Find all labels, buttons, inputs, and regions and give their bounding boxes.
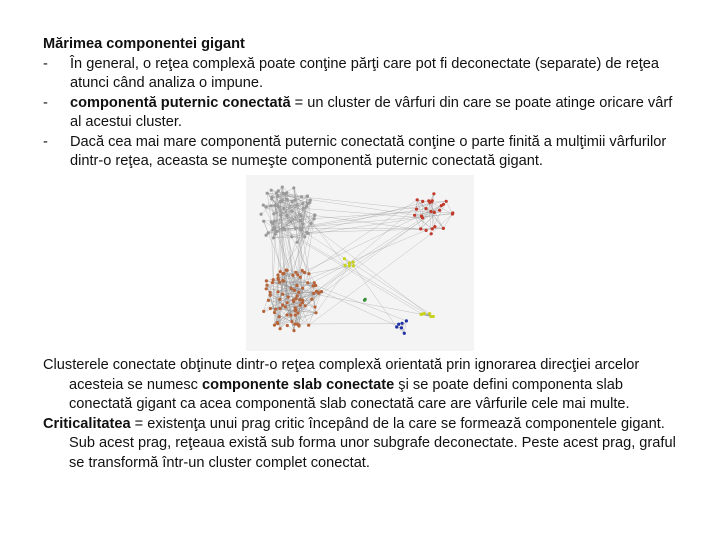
network-graph xyxy=(246,175,474,351)
graph-node xyxy=(300,195,303,198)
graph-node xyxy=(262,310,265,313)
graph-node xyxy=(430,200,433,203)
graph-node xyxy=(281,303,284,306)
graph-node xyxy=(271,281,274,284)
graph-node xyxy=(292,329,295,332)
graph-node xyxy=(271,222,274,225)
graph-node xyxy=(296,311,299,314)
graph-node xyxy=(297,291,300,294)
graph-edge xyxy=(353,266,396,327)
network-graph-figure xyxy=(246,175,474,351)
graph-node xyxy=(286,214,289,217)
graph-node xyxy=(278,298,281,301)
bullet-text xyxy=(70,94,683,133)
graph-node xyxy=(403,332,406,335)
graph-node xyxy=(272,236,275,239)
bullet-item xyxy=(43,94,683,133)
graph-node xyxy=(294,271,297,274)
graph-node xyxy=(265,205,268,208)
graph-edge xyxy=(267,285,277,322)
graph-node xyxy=(430,232,433,235)
graph-node xyxy=(291,274,294,277)
paragraph-criticality xyxy=(43,415,683,474)
graph-node xyxy=(290,210,293,213)
section-title: Mărimea componentei gigant xyxy=(43,36,245,52)
graph-node xyxy=(296,294,299,297)
graph-node xyxy=(429,210,432,213)
graph-node xyxy=(279,270,282,273)
graph-node xyxy=(265,234,268,237)
graph-node xyxy=(262,220,265,223)
graph-node xyxy=(287,296,290,299)
graph-node xyxy=(400,326,403,329)
graph-node xyxy=(278,281,281,284)
graph-node xyxy=(286,301,289,304)
graph-node xyxy=(278,307,281,310)
graph-edge xyxy=(316,266,349,313)
graph-edge xyxy=(300,200,417,277)
graph-node xyxy=(413,214,416,217)
graph-node xyxy=(277,277,280,280)
bullet-text: Dacă cea mai mare componentă puternic conectată conţine o parte finită a mulţimii vârfurilor dintr-o reţea, aceasta se numeşte componentă puternic conectată gigant. xyxy=(70,133,667,169)
graph-node xyxy=(273,220,276,223)
graph-node xyxy=(286,313,289,316)
bullet-text: În general, o reţea complexă poate conţine părţi care pot fi deconectate (separate) de reţea atunci când analiza o impune. xyxy=(70,55,659,91)
graph-node xyxy=(293,289,296,292)
graph-node xyxy=(314,311,317,314)
graph-node xyxy=(298,298,301,301)
graph-node xyxy=(269,291,272,294)
graph-node xyxy=(315,290,318,293)
graph-node xyxy=(283,228,286,231)
graph-node xyxy=(423,312,426,315)
graph-node xyxy=(272,212,275,215)
graph-node xyxy=(401,322,404,325)
graph-node xyxy=(309,198,312,201)
graph-edge xyxy=(431,212,443,229)
graph-node xyxy=(419,313,422,316)
graph-node xyxy=(301,202,304,205)
graph-node xyxy=(352,264,355,267)
graph-node xyxy=(290,235,293,238)
graph-node xyxy=(303,235,306,238)
graph-node xyxy=(286,324,289,327)
graph-node xyxy=(313,281,316,284)
graph-node xyxy=(294,308,297,311)
graph-node xyxy=(279,200,282,203)
section-weak-components xyxy=(43,356,683,473)
graph-node xyxy=(299,276,302,279)
bullet-marker: - xyxy=(43,94,48,111)
graph-edge xyxy=(404,321,406,333)
graph-node xyxy=(445,200,448,203)
graph-node xyxy=(299,219,302,222)
graph-node xyxy=(294,227,297,230)
graph-node xyxy=(432,192,435,195)
graph-node xyxy=(273,311,276,314)
graph-node xyxy=(290,320,293,323)
graph-node xyxy=(282,279,285,282)
graph-edge xyxy=(273,224,422,314)
graph-node xyxy=(425,229,428,232)
graph-node xyxy=(433,225,436,228)
graph-node xyxy=(424,207,427,210)
graph-node xyxy=(416,198,419,201)
graph-node xyxy=(266,192,269,195)
graph-node xyxy=(274,308,277,311)
graph-node xyxy=(307,272,310,275)
graph-node xyxy=(281,272,284,275)
graph-node xyxy=(300,228,303,231)
graph-node xyxy=(451,211,454,214)
graph-node xyxy=(395,325,398,328)
graph-node xyxy=(307,232,310,235)
graph-node xyxy=(293,323,296,326)
graph-node xyxy=(312,292,315,295)
graph-node xyxy=(306,281,309,284)
graph-node xyxy=(421,216,424,219)
graph-node xyxy=(292,186,295,189)
graph-node xyxy=(267,299,270,302)
graph-node xyxy=(304,304,307,307)
graph-node xyxy=(276,290,279,293)
graph-node xyxy=(296,273,299,276)
graph-node xyxy=(282,207,285,210)
graph-node xyxy=(363,299,366,302)
term-strongly-connected: componentă puternic conectată xyxy=(70,94,291,111)
graph-node xyxy=(279,327,282,330)
graph-node xyxy=(277,205,280,208)
graph-node xyxy=(285,269,288,272)
paragraph-text: Clusterele conectate obţinute dintr-o reţea complexă orientată prin ignorarea direcţiei arcelor acesteia se numesc xyxy=(43,357,640,393)
graph-node xyxy=(313,217,316,220)
graph-node xyxy=(276,195,279,198)
graph-node xyxy=(405,319,408,322)
graph-edge xyxy=(280,232,307,271)
graph-node xyxy=(269,307,272,310)
graph-node xyxy=(272,278,275,281)
graph-edge xyxy=(322,266,350,292)
graph-node xyxy=(299,214,302,217)
graph-node xyxy=(428,312,431,315)
graph-node xyxy=(276,273,279,276)
bullet-item xyxy=(43,55,683,94)
graph-node xyxy=(310,298,313,301)
graph-node xyxy=(286,198,289,201)
bullet-item xyxy=(43,133,683,172)
graph-node xyxy=(301,299,304,302)
graph-node xyxy=(442,203,445,206)
graph-node xyxy=(348,264,351,267)
bullet-marker: - xyxy=(43,133,48,150)
graph-node xyxy=(306,195,309,198)
graph-node xyxy=(270,197,273,200)
graph-node xyxy=(431,227,434,230)
paragraph-text: = existenţa unui prag critic începând de la care se formează componentele gigant. Sub acest prag, reţeaua există sub forma unor subgrafe deconectate. Peste acest prag, graful se transformă într-un cluster complet conectat. xyxy=(69,415,676,471)
paragraph-text: şi se poate defini componenta slab conectată gigant ca acea componentă slab conectată care are vârfurile cele mai multe. xyxy=(69,376,630,412)
graph-node xyxy=(290,287,293,290)
graph-node xyxy=(348,261,351,264)
graph-node xyxy=(296,241,299,244)
graph-edge xyxy=(309,234,432,325)
graph-node xyxy=(433,211,436,214)
graph-node xyxy=(427,199,430,202)
graph-node xyxy=(283,192,286,195)
graph-node xyxy=(320,290,323,293)
term-criticality: Criticalitatea xyxy=(43,415,131,432)
graph-edges xyxy=(261,187,453,333)
graph-node xyxy=(274,204,277,207)
graph-node xyxy=(278,315,281,318)
graph-node xyxy=(281,186,284,189)
graph-node xyxy=(301,269,304,272)
section-giant-component xyxy=(43,35,683,175)
graph-node xyxy=(272,228,275,231)
paragraph-weak-components xyxy=(43,356,683,415)
graph-node xyxy=(421,200,424,203)
graph-node xyxy=(432,315,435,318)
graph-node xyxy=(343,257,346,260)
graph-node xyxy=(276,322,279,325)
graph-node xyxy=(277,189,280,192)
graph-node xyxy=(270,189,273,192)
graph-node xyxy=(302,206,305,209)
graph-node xyxy=(289,314,292,317)
graph-edge xyxy=(443,213,452,228)
graph-node xyxy=(299,304,302,307)
graph-node xyxy=(352,261,355,264)
graph-node xyxy=(290,200,293,203)
graph-node xyxy=(279,214,282,217)
graph-node xyxy=(295,284,298,287)
graph-node xyxy=(295,204,298,207)
graph-node xyxy=(307,324,310,327)
graph-node xyxy=(442,227,445,230)
term-weakly-connected: componente slab conectate xyxy=(202,376,395,393)
graph-node xyxy=(314,284,317,287)
graph-node xyxy=(265,284,268,287)
graph-node xyxy=(313,214,316,217)
graph-node xyxy=(438,209,441,212)
graph-node xyxy=(265,279,268,282)
bullet-marker: - xyxy=(43,55,48,72)
graph-edge xyxy=(305,204,443,305)
graph-node xyxy=(275,230,278,233)
graph-node xyxy=(292,299,295,302)
graph-edge xyxy=(292,213,453,237)
graph-node xyxy=(344,264,347,267)
graph-node xyxy=(260,213,263,216)
graph-node xyxy=(301,222,304,225)
graph-node xyxy=(305,205,308,208)
graph-node xyxy=(301,287,304,290)
graph-node xyxy=(294,314,297,317)
graph-node xyxy=(293,199,296,202)
graph-node xyxy=(289,220,292,223)
graph-node xyxy=(265,287,268,290)
graph-node xyxy=(273,324,276,327)
graph-node xyxy=(262,204,265,207)
graph-node xyxy=(269,294,272,297)
graph-node xyxy=(281,293,284,296)
definition-text: = un cluster de vârfuri din care se poate atinge oricare vârf al acestui cluster. xyxy=(70,94,673,130)
graph-node xyxy=(284,305,287,308)
graph-node xyxy=(415,208,418,211)
graph-node xyxy=(313,305,316,308)
graph-node xyxy=(306,202,309,205)
graph-node xyxy=(269,204,272,207)
graph-node xyxy=(397,323,400,326)
graph-node xyxy=(419,227,422,230)
graph-node xyxy=(309,222,312,225)
